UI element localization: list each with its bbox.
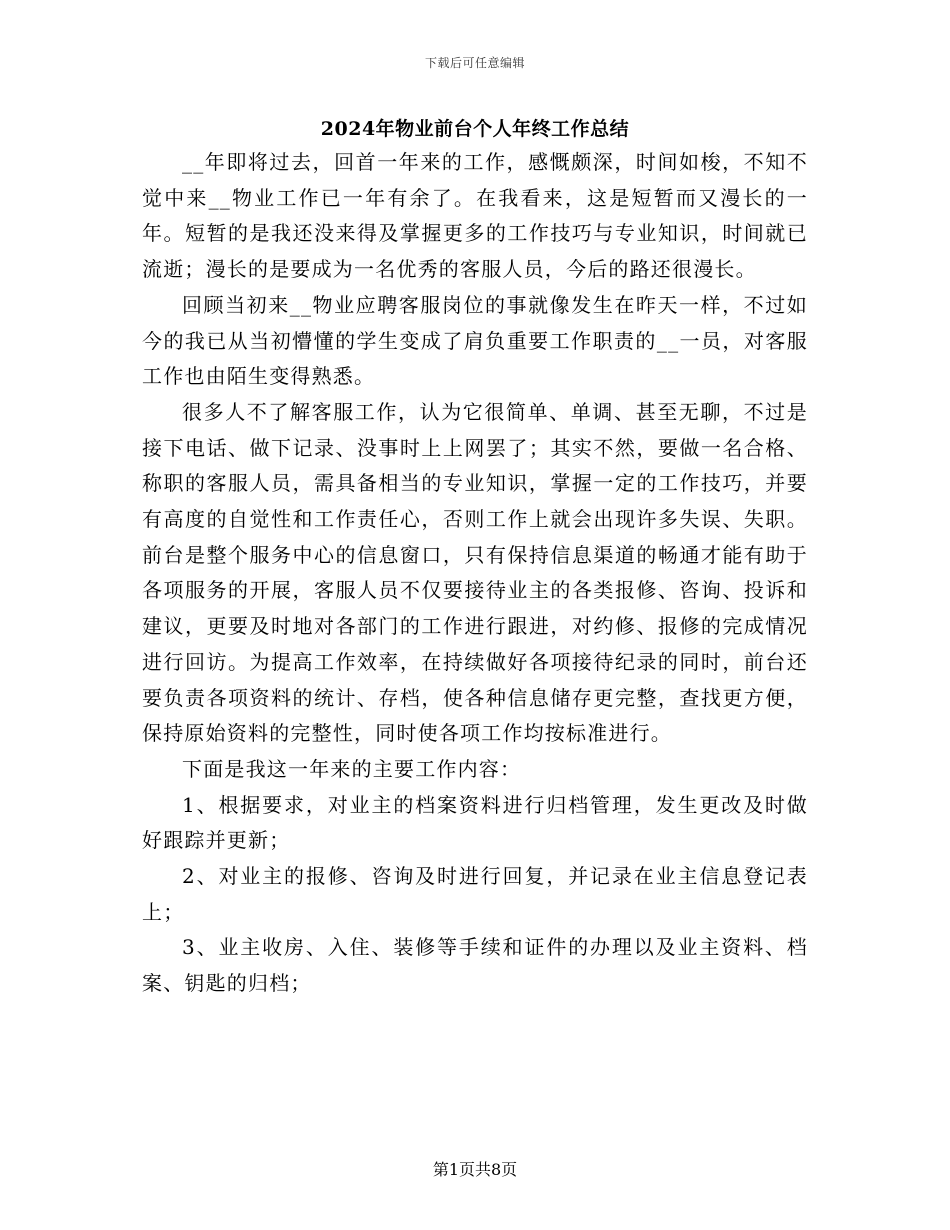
document-title: 2024年物业前台个人年终工作总结: [320, 118, 630, 140]
paragraph: __年即将过去，回首一年来的工作，感慨颇深，时间如梭，不知不觉中来__物业工作已一年有余了。在我看来，这是短暂而又漫长的一年。短暂的是我还没来得及掌握更多的工作技巧与专业知识，时间就已流逝；漫长的是要成为一名优秀的客服人员，今后的路还很漫长。: [142, 150, 808, 282]
page-number: 第1页共8页: [432, 1160, 518, 1179]
paragraph: 下面是我这一年来的主要工作内容：: [182, 756, 522, 781]
document-body: [142, 145, 808, 1002]
list-item: 3、业主收房、入住、装修等手续和证件的办理以及业主资料、档案、钥匙的归档；: [142, 935, 808, 996]
list-item: 2、对业主的报修、咨询及时进行回复，并记录在业主信息登记表上；: [142, 864, 808, 924]
header-note: 下载后可任意编辑: [424, 56, 525, 70]
paragraph: 回顾当初来__物业应聘客服岗位的事就像发生在昨天一样，不过如今的我已从当初懵懂的学生变成了肩负重要工作职责的__一员，对客服工作也由陌生变得熟悉。: [142, 292, 808, 389]
paragraph: 很多人不了解客服工作，认为它很简单、单调、甚至无聊，不过是接下电话、做下记录、没事时上上网罢了；其实不然，要做一名合格、称职的客服人员，需具备相当的专业知识，掌握一定的工作技巧，并要有高度的自觉性和工作责任心，否则工作上就会出现许多失误、失职。前台是整个服务中心的信息窗口，只有保持信息渠道的畅通才能有助于各项服务的开展，客服人员不仅要接待业主的各类报修、咨询、投诉和建议，更要及时地对各部门的工作进行跟进，对约修、报修的完成情况进行回访。为提高工作效率，在持续做好各项接待纪录的同时，前台还要负责各项资料的统计、存档，使各种信息储存更完整，查找更方便，保持原始资料的完整性，同时使各项工作均按标准进行。: [142, 399, 808, 746]
list-item: 1、根据要求，对业主的档案资料进行归档管理，发生更改及时做好跟踪并更新；: [142, 792, 808, 853]
